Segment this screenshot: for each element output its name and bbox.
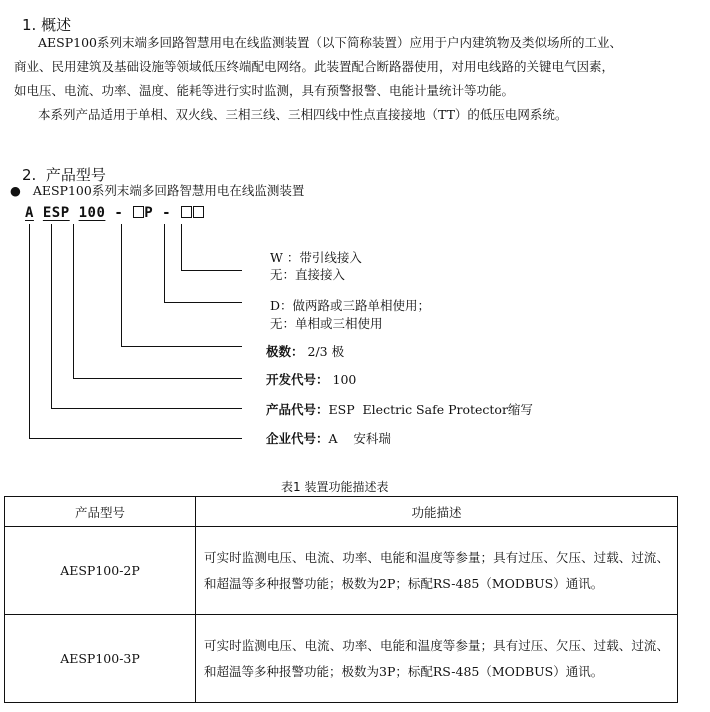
model-code-p: P bbox=[144, 205, 154, 221]
table-cell-desc: 可实时监测电压、电流、功率、电能和温度等参量；具有过压、欠压、过载、过流、和超温等多种报警功能；极数为3P；标配RS-485（MODBUS）通讯。 bbox=[196, 615, 678, 703]
section-2-bullet-text: AESP100系列末端多回路智慧用电在线监测装置 bbox=[32, 183, 305, 198]
legend-dev-value: 100 bbox=[332, 372, 357, 387]
legend-corp bbox=[266, 429, 391, 447]
section-1-para-1-line-3: 如电压、电流、功率、温度、能耗等进行实时监测，具有预警报警、电能计量统计等功能。 bbox=[14, 83, 515, 98]
table-header-model: 产品型号 bbox=[5, 497, 196, 527]
table-cell-model: AESP100-3P bbox=[5, 615, 196, 703]
legend-poles-value: 2/3 极 bbox=[307, 344, 345, 359]
legend-d: D：做两路或三路单相使用； bbox=[270, 298, 431, 313]
section-1-title: 概述 bbox=[41, 16, 72, 34]
section-1-para-1-line-1: AESP100系列末端多回路智慧用电在线监测装置（以下简称装置）应用于户内建筑物及类似场所的工业、 bbox=[38, 35, 622, 50]
function-table bbox=[4, 496, 678, 703]
model-code-dash-2: - bbox=[162, 205, 172, 221]
model-code-esp: ESP bbox=[42, 205, 70, 221]
legend-dev bbox=[266, 370, 356, 388]
model-code-dash-1: - bbox=[114, 205, 124, 221]
legend-dev-label: 开发代号： bbox=[266, 372, 329, 387]
model-code-100: 100 bbox=[78, 205, 106, 221]
legend-corp-label: 企业代号： bbox=[266, 431, 329, 446]
legend-prod-value: ESP Electric Safe Protector缩写 bbox=[328, 402, 533, 417]
model-code-box-3 bbox=[193, 206, 204, 218]
section-1-number: 1. bbox=[22, 16, 37, 34]
section-2-title: 产品型号 bbox=[45, 166, 106, 184]
model-code bbox=[25, 205, 204, 221]
model-code-a: A bbox=[25, 205, 34, 221]
table-cell-model: AESP100-2P bbox=[5, 527, 196, 615]
table-cell-desc: 可实时监测电压、电流、功率、电能和温度等参量；具有过压、欠压、过载、过流、和超温等多种报警功能；极数为2P；标配RS-485（MODBUS）通讯。 bbox=[196, 527, 678, 615]
table-header-desc: 功能描述 bbox=[196, 497, 678, 527]
model-code-box-2 bbox=[181, 206, 192, 218]
legend-w: W ：带引线接入 bbox=[270, 250, 362, 265]
table-row bbox=[5, 527, 678, 615]
legend-corp-value: A 安科瑞 bbox=[328, 431, 391, 446]
section-1-para-2: 本系列产品适用于单相、双火线、三相三线、三相四线中性点直接接地（TT）的低压电网系统。 bbox=[38, 107, 568, 122]
bracket-corp bbox=[29, 224, 242, 439]
legend-prod-label: 产品代号： bbox=[266, 402, 329, 417]
section-1-para-1-line-2: 商业、民用建筑及基础设施等领域低压终端配电网络。此装置配合断路器使用，对用电线路的关键电气因素， bbox=[14, 59, 615, 74]
table-caption: 表1 装置功能描述表 bbox=[281, 480, 389, 494]
legend-prod bbox=[266, 400, 533, 418]
legend-d-none: 无：单相或三相使用 bbox=[270, 316, 383, 331]
table-header-row bbox=[5, 497, 678, 527]
section-2-bullet-item bbox=[10, 179, 304, 203]
section-2-number: 2. bbox=[22, 166, 37, 184]
legend-w-none: 无：直接接入 bbox=[270, 267, 346, 282]
legend-poles bbox=[266, 342, 344, 360]
model-code-box-1 bbox=[133, 206, 144, 218]
table-row bbox=[5, 615, 678, 703]
legend-poles-label: 极数： bbox=[266, 344, 304, 359]
bullet-dot-icon: ● bbox=[10, 183, 21, 198]
